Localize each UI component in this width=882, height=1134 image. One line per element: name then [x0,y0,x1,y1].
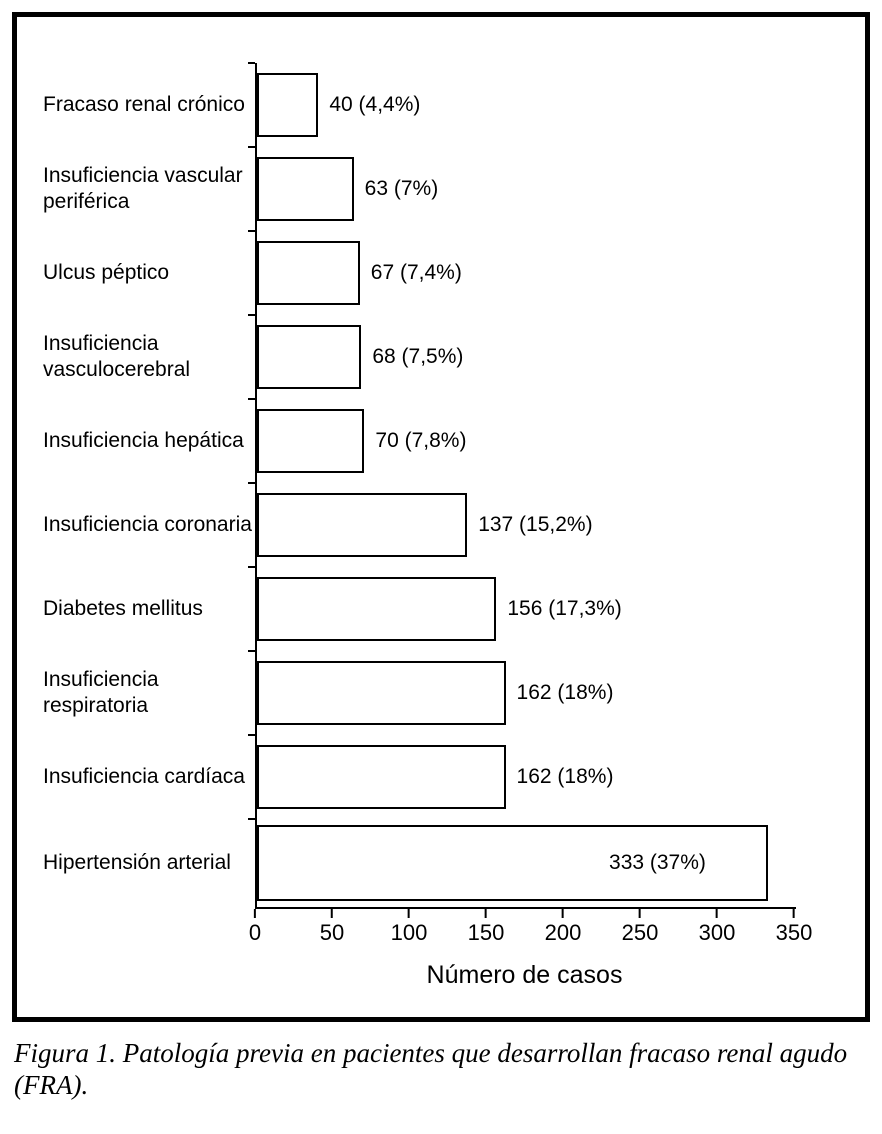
value-label: 63 (7%) [364,177,439,200]
x-tick-label: 200 [544,920,582,945]
bar [257,241,360,305]
value-label: 162 (18%) [516,765,614,788]
plot-cell [255,651,794,735]
bar [257,493,467,557]
x-axis-title: Número de casos [426,961,623,989]
bar [257,745,506,809]
page [0,12,882,1134]
x-tick-label: 0 [248,920,262,945]
x-tick-label: 250 [621,920,659,945]
plot-cell [255,147,794,231]
chart-row [17,651,865,735]
plot-cell [255,483,794,567]
chart-row [17,63,865,147]
plot-cell [255,231,794,315]
x-tick-label: 150 [467,920,505,945]
x-tick-label: 100 [390,920,428,945]
category-label: Ulcus péptico [43,261,170,285]
value-label: 162 (18%) [516,681,614,704]
x-axis-ticks [248,909,813,951]
value-label: 137 (15,2%) [478,513,593,536]
value-label: 68 (7,5%) [372,345,464,368]
x-tick-label: 50 [319,920,345,945]
chart-row [17,399,865,483]
x-tick-label: 350 [775,920,813,945]
category-label: Insuficiencia respiratoria [43,668,159,717]
bar [257,325,361,389]
category-label: Insuficiencia coronaria [43,513,252,537]
x-tick-label: 300 [698,920,736,945]
category-label: Insuficiencia vascular periférica [43,164,243,213]
category-label: Insuficiencia cardíaca [43,765,245,789]
chart-row [17,819,865,907]
plot-cell [255,399,794,483]
bar [257,577,496,641]
plot-cell [255,735,794,819]
chart-row [17,315,865,399]
bar [257,661,506,725]
value-label: 67 (7,4%) [370,261,462,284]
category-label: Hipertensión arterial [43,851,231,875]
bar [257,825,768,901]
chart-row [17,483,865,567]
value-label: 156 (17,3%) [507,597,622,620]
category-label: Fracaso renal crónico [43,93,245,117]
figure-caption: Figura 1. Patología previa en pacientes que desarrollan fracaso renal agudo (FRA). [14,1038,848,1100]
bar [257,157,354,221]
value-label: 40 (4,4%) [329,93,421,116]
category-label: Diabetes mellitus [43,597,203,621]
plot-cell [255,315,794,399]
category-label: Insuficiencia hepática [43,429,244,453]
chart-row [17,147,865,231]
plot-cell [255,819,794,907]
value-label: 70 (7,8%) [375,429,467,452]
chart-row [17,231,865,315]
plot-cell [255,63,794,147]
chart-rows [17,63,865,907]
figure-frame [12,12,870,1022]
value-label: 333 (37%) [609,851,706,874]
chart-row [17,567,865,651]
bar-chart [17,63,865,990]
bar [257,73,318,137]
plot-cell [255,567,794,651]
chart-row [17,735,865,819]
category-label: Insuficiencia vasculocerebral [43,332,191,381]
bar [257,409,364,473]
